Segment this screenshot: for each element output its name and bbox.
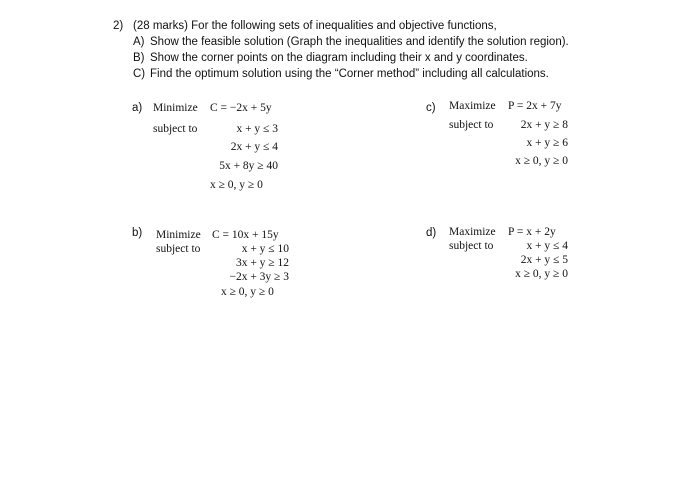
- problem-b-label: b): [132, 227, 143, 239]
- task-label: A): [133, 36, 145, 48]
- task-row: [113, 50, 569, 66]
- problem-d-constraint: x ≥ 0, y ≥ 0: [515, 268, 568, 280]
- task-label: B): [133, 52, 145, 64]
- question-number: 2): [113, 20, 124, 32]
- task-label: C): [133, 68, 146, 80]
- question-intro-row: [113, 18, 569, 34]
- task-row: [113, 66, 569, 82]
- problem-a-objective-word: Minimize: [153, 102, 198, 114]
- problem-a-constraint: x + y ≤ 3: [236, 123, 278, 135]
- problem-a-constraint: x ≥ 0, y ≥ 0: [210, 179, 263, 191]
- problem-c-constraint: 2x + y ≥ 8: [520, 119, 568, 131]
- question-intro: (28 marks) For the following sets of inequalities and objective functions,: [133, 20, 497, 32]
- task-row: [113, 34, 569, 50]
- task-text: Show the feasible solution (Graph the inequalities and identify the solution region).: [150, 36, 569, 48]
- problem-a-constraint: 5x + 8y ≥ 40: [219, 160, 278, 172]
- problem-b-subject-to: subject to: [156, 243, 201, 255]
- problem-d-objective: P = x + 2y: [508, 226, 556, 238]
- problem-a-label: a): [132, 102, 143, 114]
- problem-c-objective-word: Maximize: [449, 100, 496, 112]
- problem-b-constraint: x ≥ 0, y ≥ 0: [221, 286, 274, 298]
- problem-d-objective-word: Maximize: [449, 226, 496, 238]
- problem-b-constraint: x + y ≤ 10: [241, 243, 289, 255]
- problem-a-constraint: 2x + y ≤ 4: [230, 141, 278, 153]
- problem-c-constraint: x ≥ 0, y ≥ 0: [515, 155, 568, 167]
- problem-b-objective: C = 10x + 15y: [212, 229, 279, 241]
- problem-c-constraint: x + y ≥ 6: [526, 137, 568, 149]
- task-text: Show the corner points on the diagram including their x and y coordinates.: [150, 52, 528, 64]
- problem-d-constraint: x + y ≤ 4: [526, 240, 568, 252]
- problem-a-objective: C = −2x + 5y: [210, 102, 272, 114]
- task-text: Find the optimum solution using the “Corner method” including all calculations.: [150, 68, 549, 80]
- problem-c-subject-to: subject to: [449, 119, 494, 131]
- problem-b-constraint: −2x + 3y ≥ 3: [229, 271, 289, 283]
- problem-b-constraint: 3x + y ≥ 12: [235, 257, 289, 269]
- problem-c-objective: P = 2x + 7y: [508, 100, 562, 112]
- problem-d-constraint: 2x + y ≤ 5: [520, 254, 568, 266]
- problem-b-objective-word: Minimize: [156, 229, 201, 241]
- problem-a-subject-to: subject to: [153, 123, 198, 135]
- problem-d-subject-to: subject to: [449, 240, 494, 252]
- question-header: [113, 18, 569, 82]
- problem-d-label: d): [426, 227, 437, 239]
- problem-c-label: c): [426, 102, 436, 114]
